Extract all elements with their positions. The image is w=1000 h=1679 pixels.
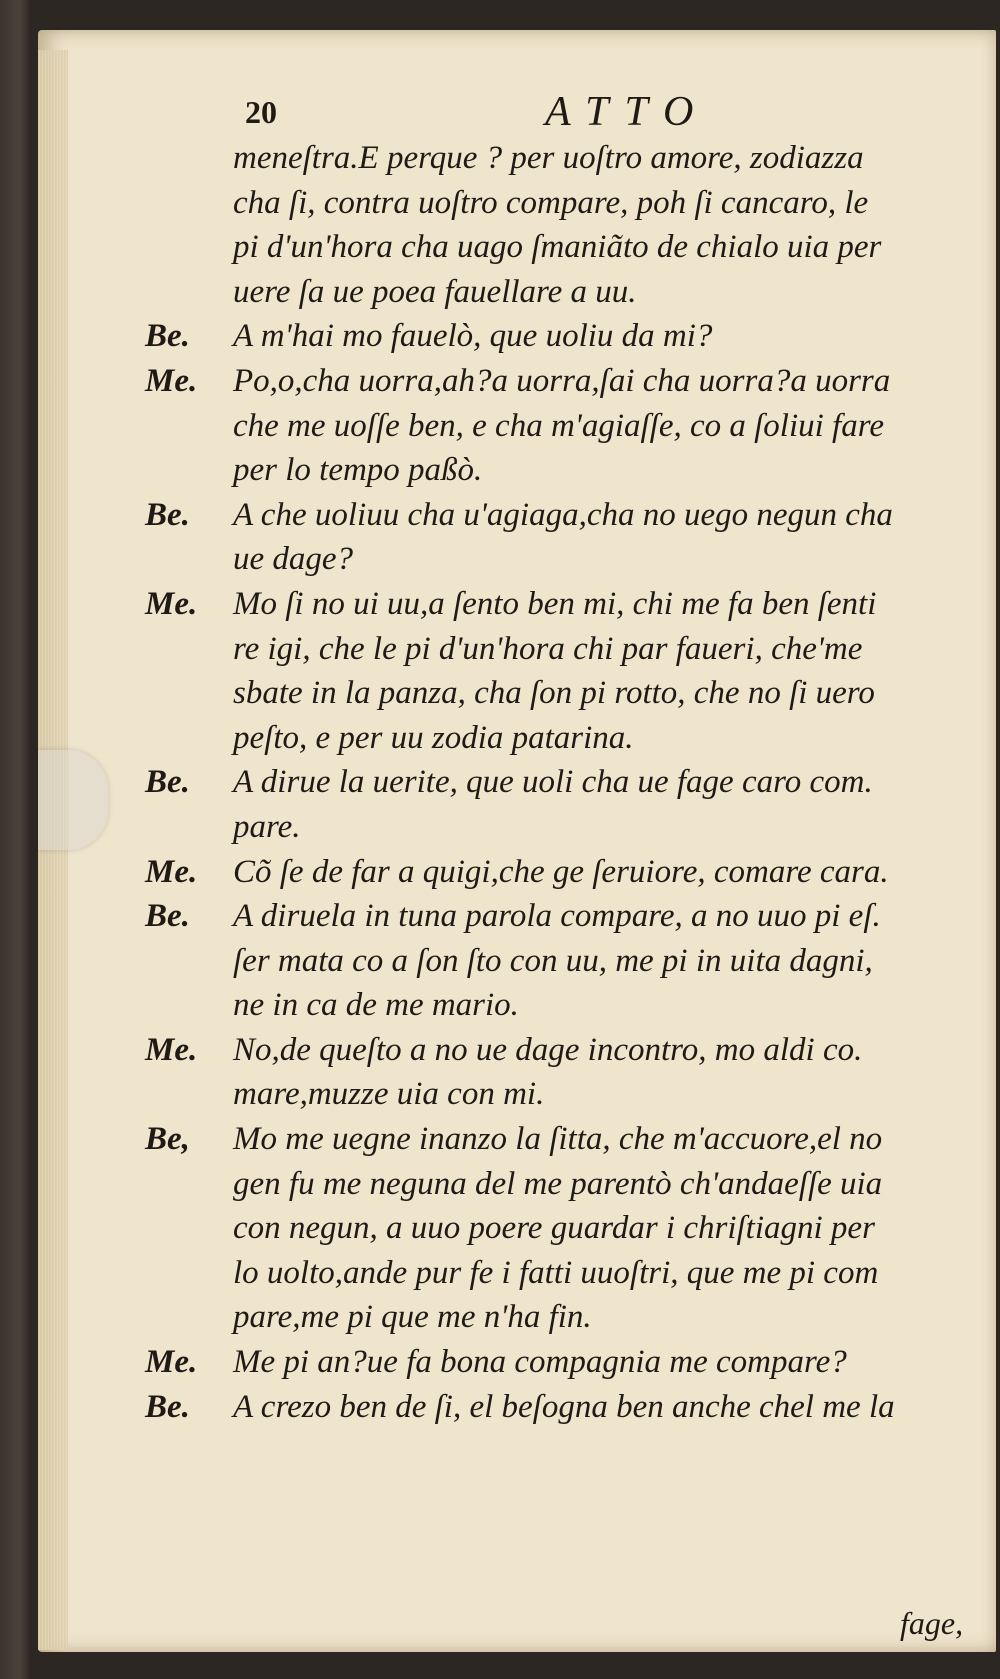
- speech: [233, 582, 975, 760]
- speaker-label: Be,: [145, 1121, 190, 1158]
- text-line: ue dage?: [233, 541, 354, 578]
- speech: [233, 359, 975, 493]
- running-head: ATTO: [545, 89, 710, 135]
- speech: [233, 1117, 975, 1340]
- text-block: [145, 136, 975, 1429]
- speech: [233, 894, 975, 1028]
- dialogue-entry: [145, 582, 975, 760]
- speaker-label: Be.: [145, 318, 190, 355]
- speaker-label: Me.: [145, 362, 198, 399]
- speech: [233, 1340, 975, 1385]
- text-line: pare,me pi que me n'ha fin.: [233, 1299, 592, 1336]
- page-header: [245, 88, 845, 138]
- text-line: A che uoliuu cha u'agiaga,cha no uego negun cha: [233, 496, 893, 533]
- thumb-holder: [38, 750, 108, 850]
- text-line: No,de queſto a no ue dage incontro, mo aldi co.: [233, 1031, 863, 1068]
- speech: [233, 1385, 975, 1430]
- catchword: fage,: [900, 1605, 964, 1641]
- text-line: re igi, che le pi d'un'hora chi par faueri, che'me: [233, 630, 863, 667]
- speaker-label: Be.: [145, 1388, 190, 1425]
- text-line: Mo ſi no ui uu,a ſento ben mi, chi me fa ben ſenti: [233, 585, 877, 622]
- dialogue-entry: [145, 1117, 975, 1340]
- text-line: ſer mata co a ſon ſto con uu, me pi in uita dagni,: [233, 942, 873, 979]
- speaker-label: Be.: [145, 898, 190, 935]
- speech: [233, 493, 975, 582]
- dialogue-entry: [145, 359, 975, 493]
- text-line: Mo me uegne inanzo la ſitta, che m'accuore,el no: [233, 1121, 883, 1158]
- text-line: meneſtra.E perque ? per uoſtro amore, zodiazza: [233, 140, 864, 176]
- text-line: pare.: [233, 808, 301, 845]
- text-line: peſto, e per uu zodia patarina.: [233, 719, 634, 756]
- text-line: A diruela in tuna parola compare, a no uuo pi eſ.: [233, 898, 881, 935]
- text-line: pi d'un'hora cha uago ſmaniãto de chialo uia per: [233, 229, 882, 266]
- speech: [233, 850, 975, 895]
- dialogue-entry: [145, 1340, 975, 1385]
- text-line: A m'hai mo fauelò, que uoliu da mi?: [233, 318, 713, 355]
- text-line: ne in ca de me mario.: [233, 987, 519, 1024]
- dialogue-entry: [145, 1028, 975, 1117]
- dialogue-entry: [145, 493, 975, 582]
- text-line: cha ſi, contra uoſtro compare, poh ſi cancaro, le: [233, 184, 869, 221]
- text-line: che me uoſſe ben, e cha m'agiaſſe, co a ſoliui fare: [233, 407, 884, 444]
- speaker-label: Me.: [145, 1031, 198, 1068]
- text-line: uere ſa ue poea fauellare a uu.: [233, 273, 637, 310]
- dialogue-entry: [145, 850, 975, 895]
- text-line: sbate in la panza, cha ſon pi rotto, che no ſi uero: [233, 675, 875, 712]
- speech: [233, 760, 975, 849]
- speaker-label: Be.: [145, 496, 190, 533]
- text-line: lo uolto,ande pur fe i fatti uuoſtri, que me pi com: [233, 1254, 879, 1291]
- text-line: mare,muzze uia con mi.: [233, 1076, 545, 1113]
- text-line: Me pi an?ue fa bona compagnia me compare?: [233, 1344, 847, 1381]
- dialogue-entry: [145, 760, 975, 849]
- text-line: A crezo ben de ſi, el beſogna ben anche chel me la: [233, 1388, 895, 1425]
- text-line: Po,o,cha uorra,ah?a uorra,ſai cha uorra?a uorra: [233, 362, 891, 399]
- page-edges: [38, 50, 68, 1650]
- dialogue-entry: [145, 314, 975, 359]
- text-line: Cõ ſe de far a quigi,che ge ſeruiore, comare cara.: [233, 853, 889, 890]
- text-line: A dirue la uerite, que uoli cha ue fage caro com.: [233, 764, 873, 801]
- speech: [233, 1028, 975, 1117]
- dialogue-entry: [145, 894, 975, 1028]
- text-line: per lo tempo paßò.: [233, 452, 483, 489]
- speech: [233, 314, 975, 359]
- speaker-label: Be.: [145, 764, 190, 801]
- speaker-label: Me.: [145, 1344, 198, 1381]
- text-line: con negun, a uuo poere guardar i chriſtiagni per: [233, 1210, 875, 1247]
- folio-number: 20: [245, 94, 277, 130]
- speaker-label: Me.: [145, 853, 198, 890]
- text-line: gen fu me neguna del me parentò ch'andaeſſe uia: [233, 1165, 883, 1202]
- intro-entry: [145, 136, 975, 314]
- dialogue-entry: [145, 1385, 975, 1430]
- speaker-label: Me.: [145, 585, 198, 622]
- speech: [233, 136, 975, 314]
